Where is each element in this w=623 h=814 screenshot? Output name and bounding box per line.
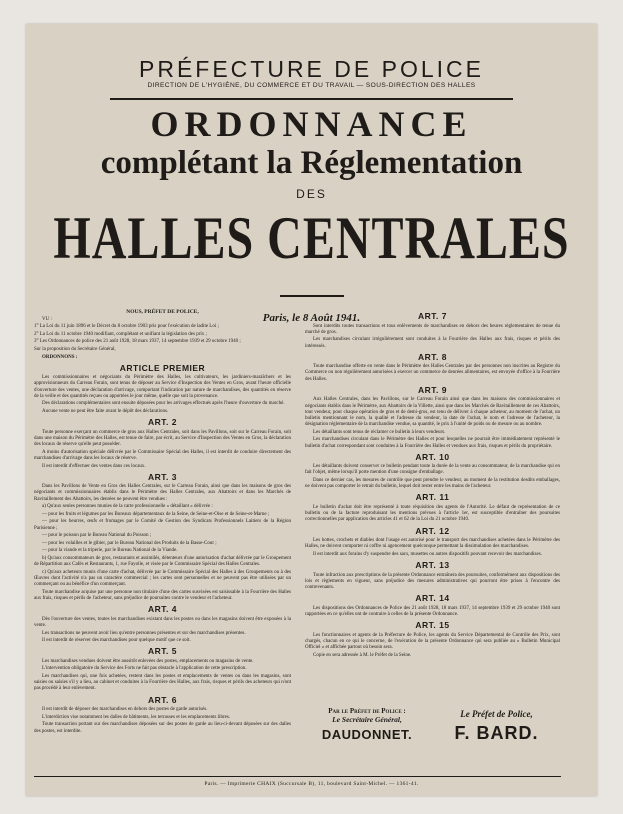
signature-prefect — [433, 707, 560, 744]
signature-left-role: Le Secrétaire Général, — [332, 715, 402, 724]
article-paragraph: Aux Halles Centrales, dans les Pavillons, sur le Carreau Forain ainsi que dans les maisons des commissionnaires et négociants établis dans le Périmètre, aux Abattoirs de la Villette, ainsi que dans les Marchés de Ravitaillement de ces Abattoirs, tout vendeur, pour chaque opération de gros et de demi-gros, est tenu de délivrer à chaque acheteur, au moment de l'achat, un bulletin mentionnant le nom, la qualité et l'adresse du vendeur, la date de l'achat, le nom et l'adresse de l'acheteur, la désignation réglementaire de la marchandise vendue, sa quantité, le prix à l'unité de poids ou de mesure ou au nombre. — [305, 397, 560, 428]
preamble-vu: VU : — [42, 316, 52, 322]
article-paragraph: Il est interdit d'effectuer des ventes dans ces locaux. — [42, 463, 146, 469]
article-title: ART. 13 — [415, 560, 450, 571]
article-paragraph: Les marchandises vendues doivent être aussitôt enlevées des postes, emplacements ou magasins de vente. — [42, 658, 254, 664]
article-paragraph: Les hottes, crochets et diables dont l'usage est autorisé pour le transport des marchandises achetées dans le Périmètre des Halles, ne doivent comporter ni coffre ni agencement quelconque permettant la dissimulation des marchandises. — [305, 538, 560, 550]
article-paragraph: Toute marchandise offerte en vente dans le Périmètre des Halles Centrales par des personnes non inscrites au Registre du Commerce ou non régulièrement autorisées à exercer un commerce de denrées alimentaires, est envoyée d'office à la Fourrière des Halles. — [305, 364, 560, 382]
article-paragraph: Les marchandises qui, une fois achetées, restent dans les postes et emplacements de ventes ou dans les magasins, sont saisies ou saisies s'il y a lieu, au cabinet et conduites à la Fourrière des Halles, aux frais, risques et périls des acheteurs qui n'ont pas procédé à leur enlèvement. — [34, 674, 291, 692]
article-title: ART. 11 — [415, 492, 450, 503]
article-paragraph: — pour les volailles et le gibier, par le Bureau National des Produits de la Basse-Cour ; — [42, 540, 217, 546]
article-paragraph: — pour les fruits et légumes par les Bureaux départementaux de la Seine, de Seine-et-Oise et de Seine-et-Marne ; — [42, 511, 270, 517]
title-rule — [280, 295, 344, 297]
article-paragraph: — pour le poisson par le Bureau National du Poisson ; — [42, 533, 152, 539]
direction-subtitle: DIRECTION DE L'HYGIÈNE, DU COMMERCE ET DU TRAVAIL — SOUS-DIRECTION DES HALLES — [147, 82, 476, 89]
article-title: ART. 6 — [148, 694, 177, 705]
signature-left-title: Par le Préfet de Police : — [328, 707, 406, 715]
article-paragraph: Des déclarations complémentaires sont ensuite déposées pour les arrivages effectués après l'heure d'ouverture du marché. — [42, 401, 285, 407]
article-title: ART. 9 — [418, 384, 447, 395]
article-paragraph: Il est interdit de déposer des marchandises en dehors des postes de garde autorisés. — [42, 707, 208, 713]
article-title: ART. 10 — [415, 451, 450, 462]
halles-centrales-heading: HALLES CENTRALES — [53, 205, 570, 272]
article-paragraph: L'interdiction vise notamment les dalles de bâtiments, les terrasses et les emplacements libres. — [42, 714, 231, 720]
article-paragraph: Les marchandises circulant dans le Périmètre des Halles et pour lesquelles ne pourrait être immédiatement représenté le bulletin d'achat correspondant sont conduites à la Fourrière des Halles et vendues aux frais, risques et périls du propriétaire. — [305, 437, 560, 449]
signature-right-role: Le Préfet de Police, — [460, 709, 533, 719]
article-title: ART. 14 — [415, 593, 450, 604]
article-paragraph: Toute transaction portant sur des marchandises déposées sur des postes de garde au lieu-ci-devant déposées sur des dalles des postes, est interdite. — [34, 722, 291, 734]
article-title: ART. 5 — [148, 646, 177, 657]
footer-rule — [34, 776, 561, 777]
date-line: Paris, le 8 Août 1941. — [262, 312, 361, 324]
article-paragraph: Il est interdit de réserver des marchandises pour quelque motif que ce soit. — [42, 638, 191, 644]
signature-left-name: DAUDONNET. — [321, 727, 413, 742]
article-paragraph: Dès l'ouverture des ventes, toutes les marchandises existant dans les postes ou dans les magasins doivent être exposées à la vente. — [34, 616, 291, 628]
article-paragraph: Les marchandises circulant irrégulièrement sont conduites à la Fourrière des Halles aux frais, risques et périls des intéressés. — [305, 337, 560, 349]
article-paragraph: Les dispositions des Ordonnances de Police des 21 août 1928, 18 mars 1937, 14 septembre 1939 et 29 octobre 1940 sont rapportées en ce qu'elles ont de contraire à celles de la présente Ordonnance. — [305, 605, 560, 617]
left-column — [34, 309, 291, 736]
preamble-v2: 2° La Loi du 11 octobre 1940 modifiant, complétant et unifiant la législation des prix ; — [34, 331, 207, 337]
completant-heading: complétant la Réglementation — [100, 145, 523, 181]
preamble-v1: 1° La Loi du 11 juin 1896 et le Décret du 8 octobre 1903 pris pour l'exécution de ladite Loi ; — [34, 324, 219, 330]
prefecture-title: PRÉFECTURE DE POLICE — [139, 56, 484, 82]
article-paragraph: Dans ce dernier cas, les mesures de contrôle que peut prendre le vendeur, au moment de la restitution desdits emballages, ne doivent pas comporter le retrait du bulletin, lequel doit rester entre les mains de l'acheteur. — [305, 478, 560, 490]
article-title: ART. 4 — [148, 604, 177, 615]
article-title: ART. 12 — [415, 525, 450, 536]
article-paragraph: Les fonctionnaires et agents de la Préfecture de Police, les agents du Service Départemental de Contrôle des Prix, sont chargés, chacun en ce qui le concerne, de l'exécution de la présente Ordonnance qui sera publiée au « Bulletin Municipal Officiel » et affichée partout où besoin sera. — [305, 632, 560, 650]
article-paragraph: Il est interdit aux forains d'y suspendre des sacs, musettes ou autres dispositifs pouvant recevoir des marchandises. — [313, 551, 542, 557]
article-paragraph: Toute personne exerçant un commerce de gros aux Halles Centrales, soit dans les Pavillons, soit sur le Carreau Forain, soit dans une maison du Périmètre des Halles, est tenue de faire, par écrit, au Service d'Inspection des Ventes en Gros, la déclaration des locaux de réserve qu'elle peut posséder. — [34, 429, 291, 448]
article-paragraph: Copie en sera adressée à M. le Préfet de la Seine. — [313, 652, 412, 658]
article-paragraph: Les commissionnaires et négociants du Périmètre des Halles, les cultivateurs, les jardiniers-maraîchers et les approvisionneurs du Carreau Forain, sont tenus de déposer au Service d'Inspection des Ventes en Gros, avant l'heure officielle d'ouverture des ventes, une déclaration d'arrivage, comportant l'indication par nature de marchandises, des quantités en réserve de la veille et des quantités reçues ou apportées le jour même, quelle que soit la provenance. — [34, 375, 291, 399]
article-paragraph: Les transactions ne peuvent avoir lieu qu'entre personnes présentes et sur des marchandises présentes. — [42, 630, 246, 636]
article-title: ART. 7 — [418, 311, 447, 321]
article-paragraph: Les détaillants sont tenus de réclamer ce bulletin à leurs vendeurs. — [313, 429, 446, 435]
article-title: ART. 8 — [418, 351, 447, 362]
article-paragraph: c) Qu'aux acheteurs munis d'une carte d'achat, délivrée par le Commissaire Spécial des Halles à des Groupements ou à des Œuvres dont l'activité n'a pas un caractère commercial ; les cartes sont personnelles et ne peuvent pas être utilisées par un commerçant ou au bénéfice d'un commerçant. — [34, 569, 291, 588]
article-paragraph: a) Qu'aux seules personnes munies de la carte professionnelle « détaillant » délivrée : — [42, 504, 213, 510]
article-paragraph: Sont interdits toutes transactions et tous enlèvements de marchandises en dehors des heures réglementaires de tenue du marché de gros. — [305, 323, 560, 335]
right-column — [305, 309, 560, 664]
article-title: ART. 3 — [148, 471, 177, 482]
ordonnance-heading: ORDONNANCE — [150, 104, 473, 144]
header-rule — [110, 98, 513, 100]
article-paragraph: — pour la viande et la triperie, par le Bureau National de la Viande. — [42, 548, 178, 554]
preamble-nous: NOUS, PRÉFET DE POLICE, — [126, 309, 199, 315]
des-heading: DES — [296, 187, 327, 201]
right-articles — [305, 311, 560, 659]
article-paragraph: b) Qu'aux consommateurs de gros, restaurants et assimilés, détenteurs d'une autorisation d'achat délivrée par le Groupement de Répartition aux Cafés et Restaurants, 1, rue Fayolle, et visée par le Commissaire Spécial des Halles Centrales. — [34, 556, 291, 568]
article-paragraph: L'intervention obligatoire du Service des Forts ne fait pas obstacle à l'application de cette prescription. — [42, 666, 247, 672]
article-paragraph: Le bulletin d'achat doit être représenté à toute réquisition des agents de l'Autorité. Le défaut de représentation de ce bulletin ou de la facture reproduisant les mentions prévues à l'article 1er, est susceptible d'entraîner des poursuites correctionnelles par application des articles 41 et 62 de la Loi du 21 octobre 1940. — [305, 504, 560, 523]
signature-block — [305, 707, 560, 757]
preamble-v3: 3° Les Ordonnances de police des 21 août 1928, 18 mars 1937, 14 septembre 1939 et 29 octobre 1940 ; — [34, 339, 241, 345]
article-title: ART. 15 — [415, 620, 450, 631]
left-articles — [34, 363, 291, 735]
article-paragraph: — pour les beurres, œufs et fromages par le Comité de Gestion des Syndicats Professionnels Laitiers de la Région Parisienne ; — [34, 519, 291, 531]
printer-footer: Paris. — Imprimerie CHAIX (Succursale B), 11, boulevard Saint-Michel. — 1361-41. — [204, 781, 419, 787]
article-paragraph: Toute marchandise acquise par une personne non titulaire d'une des cartes susvisées est saisissable à la Fourrière des Halles aux frais, risques et périls de l'acheteur, sans préjudice de poursuites contre le vendeur et l'acheteur. — [34, 589, 291, 602]
signature-secretary — [305, 707, 429, 742]
article-paragraph: Aucune vente ne peut être faite avant le dépôt des déclarations. — [42, 409, 169, 415]
article-paragraph: A moins d'autorisation spéciale délivrée par le Commissaire Spécial des Halles, il est interdit de conduire directement des marchandises d'arrivage dans les locaux de réserve. — [34, 449, 291, 461]
article-paragraph: Les détaillants doivent conserver ce bulletin pendant toute la durée de la vente au consommateur, de la marchandise qui en fait l'objet, même lorsqu'il porte mention d'une consigne d'emballage. — [305, 464, 560, 476]
preamble-v4: Sur la proposition du Secrétaire Général, — [34, 346, 116, 352]
article-paragraph: Dans les Pavillons de Vente en Gros des Halles Centrales, sur le Carreau Forain, ainsi que dans les maisons de gros des négociants et commissionnaires établis dans le Périmètre des Halles Centrales, aux Abattoirs et dans les Marchés de Ravitaillement des Abattoirs, les denrées ne peuvent être vendues : — [34, 484, 291, 502]
article-title: ARTICLE PREMIER — [119, 362, 206, 373]
article-paragraph: Toute infraction aux prescriptions de la présente Ordonnance entraînera des poursuites, conformément aux dispositions des lois et règlements en vigueur, sans préjudice des mesures administratives qui pourront être prises à l'encontre des contrevenants. — [305, 572, 560, 590]
signature-right-name: F. BARD. — [454, 723, 539, 743]
article-title: ART. 2 — [148, 417, 177, 428]
preamble-ordonnons: ORDONNONS : — [42, 354, 78, 360]
